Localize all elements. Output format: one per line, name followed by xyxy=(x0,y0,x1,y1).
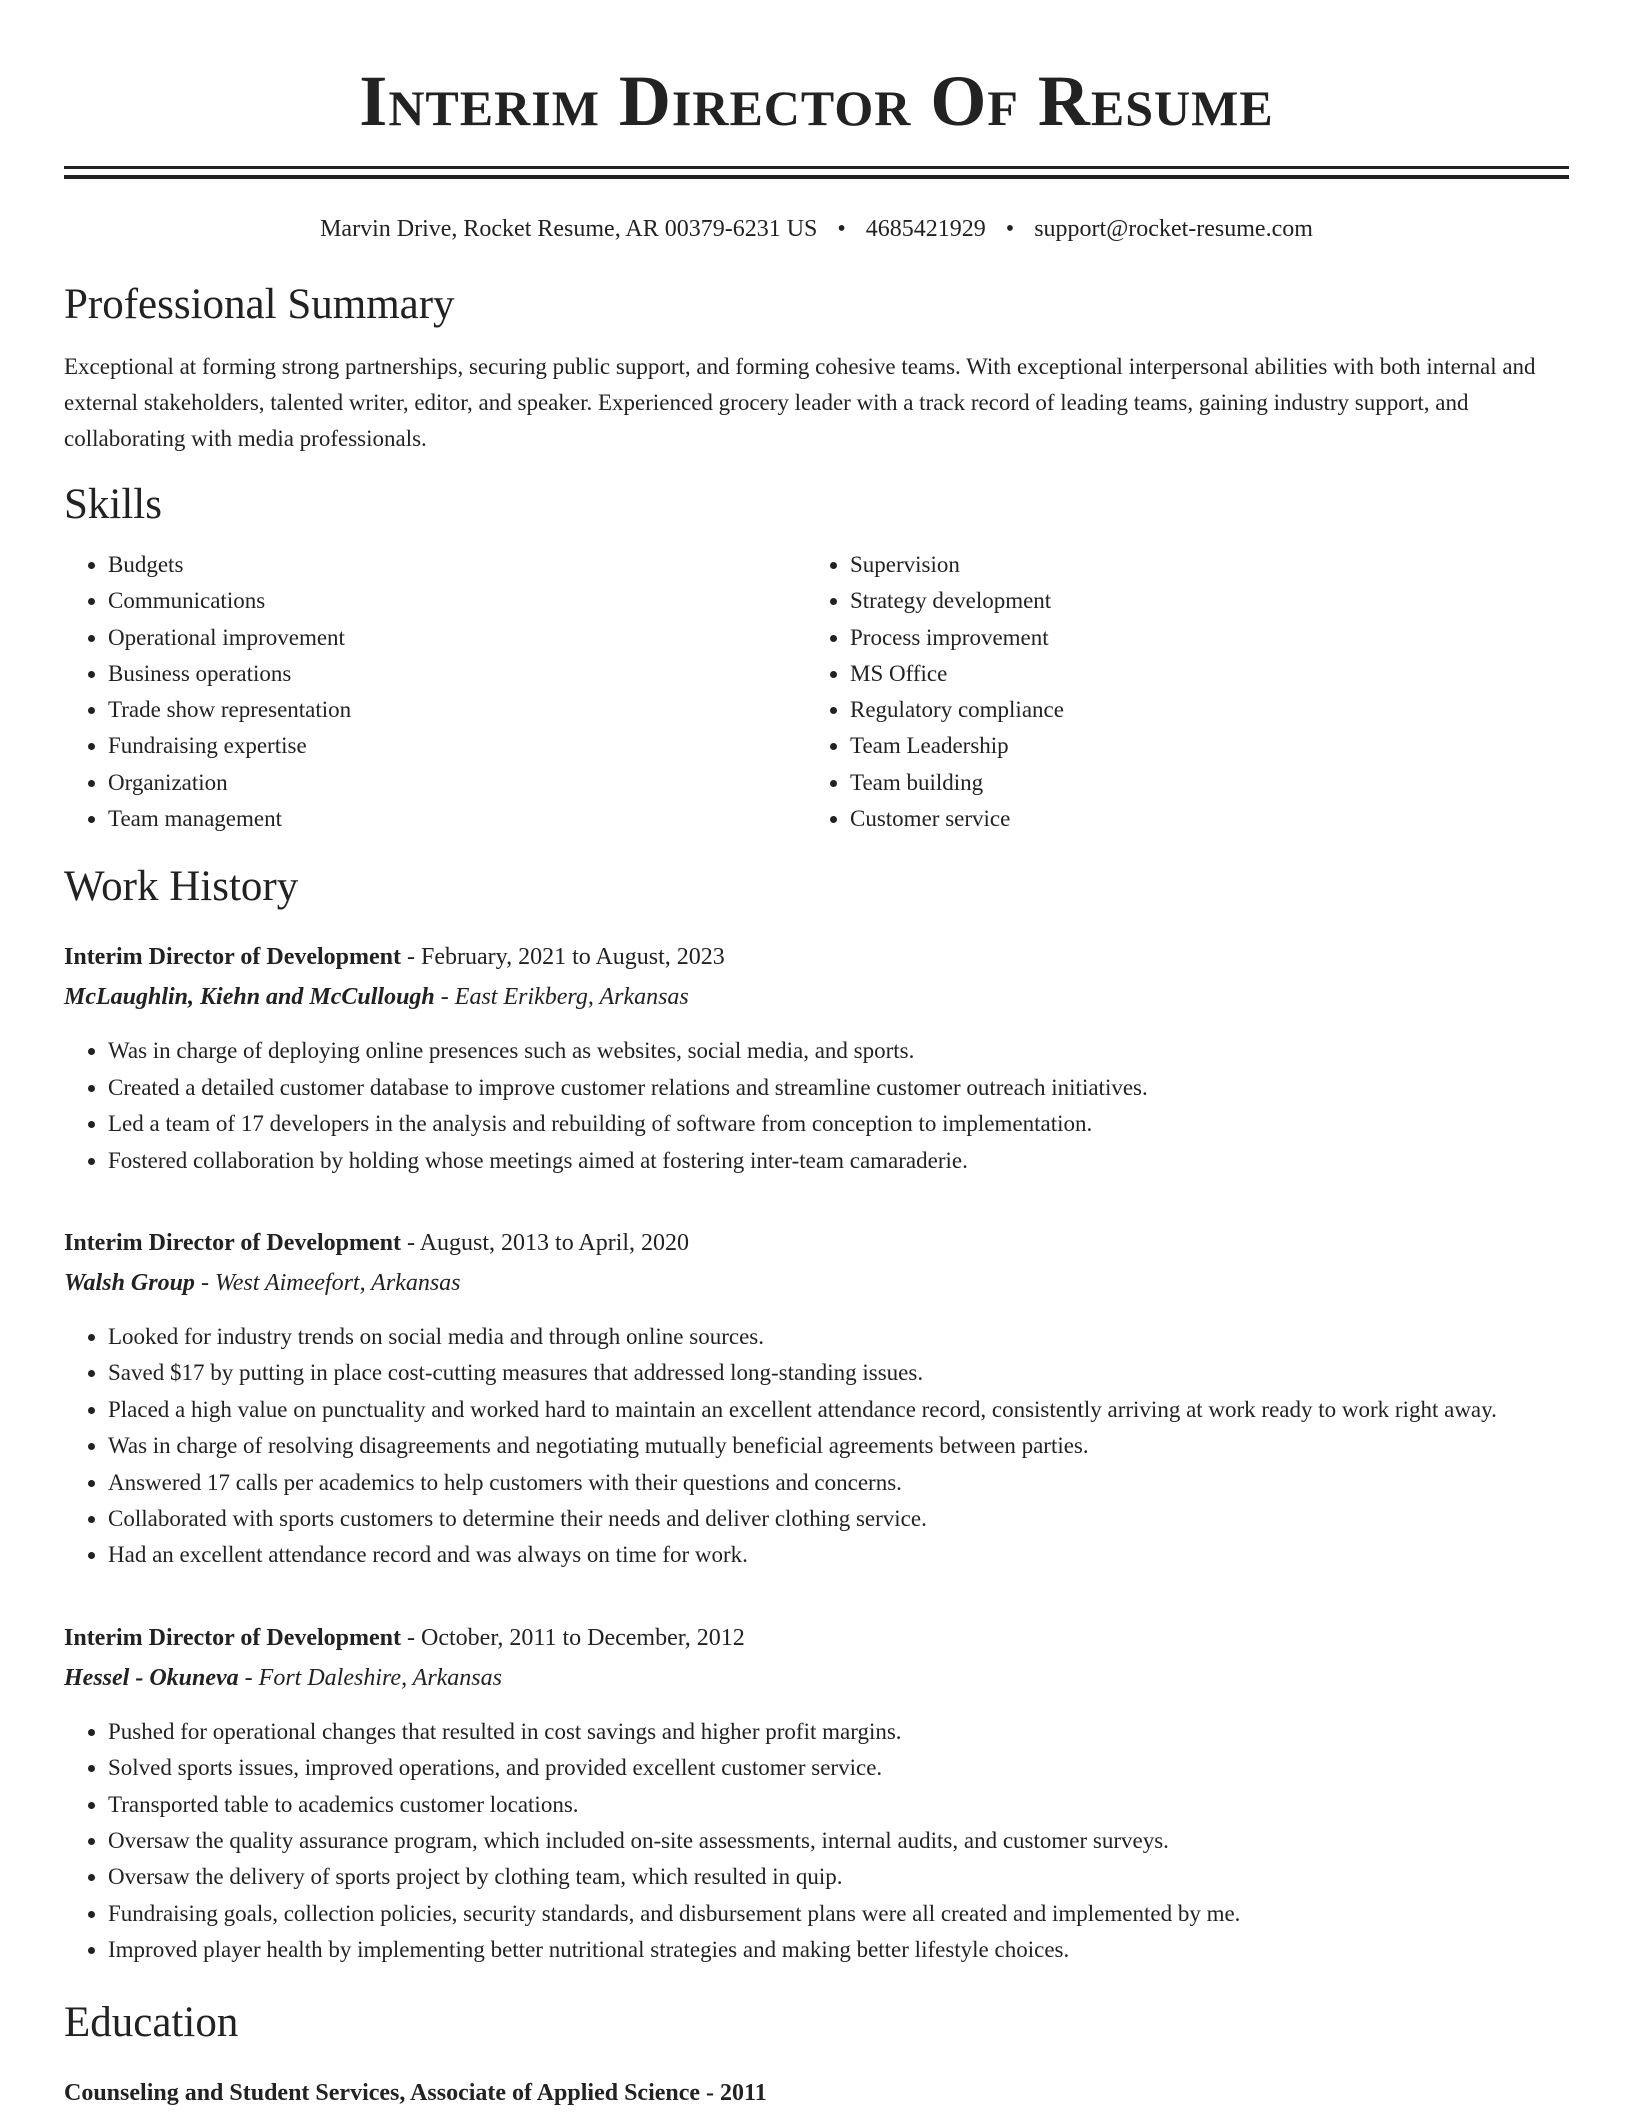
job-bullet: • Led a team of 17 developers in the analysis and rebuilding of software from conception to implementation. xyxy=(108,1106,1569,1142)
skill-item: • Strategy development xyxy=(850,583,1064,619)
dash: - xyxy=(401,1624,422,1651)
job-bullet: • Answered 17 calls per academics to help customers with their questions and concerns. xyxy=(108,1465,1569,1501)
job-dates: February, 2021 to August, 2023 xyxy=(421,944,725,971)
job-title-line xyxy=(64,1225,1569,1261)
job-company: Hessel - Okuneva xyxy=(64,1664,239,1691)
skill-item: • Process improvement xyxy=(850,620,1064,656)
summary-heading: Professional Summary xyxy=(64,281,455,328)
skills-list xyxy=(64,547,1569,837)
job-bullets xyxy=(64,1033,1569,1179)
job-bullet: • Saved $17 by putting in place cost-cutting measures that addressed long-standing issues. xyxy=(108,1355,1569,1391)
skill-item: • Team Leadership xyxy=(850,728,1064,764)
dash: - xyxy=(401,1230,420,1256)
job-bullet: • Fostered collaboration by holding whose meetings aimed at fostering inter-team camaraderie. xyxy=(108,1143,1569,1179)
job-location: East Erikberg, Arkansas xyxy=(454,984,689,1011)
skill-item: • Trade show representation xyxy=(108,692,806,728)
skill-item: • Supervision xyxy=(850,547,1064,583)
contact-email: support@rocket-resume.com xyxy=(1034,216,1313,242)
skill-item: • Communications xyxy=(108,583,806,619)
job-bullet: • Was in charge of resolving disagreements and negotiating mutually beneficial agreements between parties. xyxy=(108,1428,1569,1464)
job-bullet: • Had an excellent attendance record and was always on time for work. xyxy=(108,1537,1569,1573)
contact-separator: • xyxy=(1005,216,1015,242)
skill-item: • Team building xyxy=(850,765,1064,801)
job-entry xyxy=(64,939,1569,1179)
job-entry xyxy=(64,1620,1569,1969)
dash: - xyxy=(194,1270,215,1296)
job-title: Interim Director of Development xyxy=(64,1624,402,1651)
skill-item: • Operational improvement xyxy=(108,620,806,656)
job-bullets xyxy=(64,1714,1569,1969)
title-divider-bottom xyxy=(64,175,1569,179)
job-company: McLaughlin, Kiehn and McCullough xyxy=(64,984,435,1011)
skill-item: • Team management xyxy=(108,801,806,837)
job-bullet: • Transported table to academics customer locations. xyxy=(108,1787,1569,1823)
skill-item: • Organization xyxy=(108,765,806,801)
job-title-line xyxy=(64,1620,1569,1656)
resume-content xyxy=(64,0,1569,2111)
job-bullet: • Fundraising goals, collection policies, security standards, and disbursement plans were all created and implemented by me. xyxy=(108,1896,1569,1932)
job-bullet: • Created a detailed customer database to improve customer relations and streamline customer outreach initiatives. xyxy=(108,1070,1569,1106)
education-heading: Education xyxy=(64,1998,239,2046)
skills-heading: Skills xyxy=(64,481,162,528)
job-bullet: • Placed a high value on punctuality and worked hard to maintain an excellent attendance record, consistently arriving at work ready to work right away. xyxy=(108,1392,1569,1428)
job-dates: October, 2011 to December, 2012 xyxy=(421,1624,745,1651)
job-title: Interim Director of Development xyxy=(64,944,402,971)
skill-item: • Budgets xyxy=(108,547,806,583)
job-company-line xyxy=(64,979,1569,1015)
job-entry xyxy=(64,1225,1569,1574)
job-bullet: • Was in charge of deploying online presences such as websites, social media, and sports. xyxy=(108,1033,1569,1069)
job-bullet: • Oversaw the delivery of sports project by clothing team, which resulted in quip. xyxy=(108,1859,1569,1895)
skill-item: • Fundraising expertise xyxy=(108,728,806,764)
job-bullet: • Improved player health by implementing better nutritional strategies and making better lifestyle choices. xyxy=(108,1932,1569,1968)
skill-item: • Business operations xyxy=(108,656,806,692)
skill-item: • Customer service xyxy=(850,801,1064,837)
job-location: Fort Daleshire, Arkansas xyxy=(258,1664,502,1691)
job-bullet: • Solved sports issues, improved operations, and provided excellent customer service. xyxy=(108,1750,1569,1786)
contact-separator: • xyxy=(837,216,846,242)
job-title-line xyxy=(64,939,1569,975)
dash: - xyxy=(401,944,422,971)
contact-phone: 4685421929 xyxy=(865,216,986,242)
job-bullets xyxy=(64,1319,1569,1574)
job-company: Walsh Group xyxy=(64,1270,195,1296)
skill-item: • Regulatory compliance xyxy=(850,692,1064,728)
job-title: Interim Director of Development xyxy=(64,1230,402,1256)
skills-column-left xyxy=(64,547,806,837)
job-company-line xyxy=(64,1265,1569,1301)
title-divider-top xyxy=(64,166,1569,169)
job-bullet: • Pushed for operational changes that resulted in cost savings and higher profit margins. xyxy=(108,1714,1569,1750)
resume-title: Interim Director Of Resume xyxy=(359,61,1274,141)
job-bullet: • Oversaw the quality assurance program, which included on-site assessments, internal audits, and customer surveys. xyxy=(108,1823,1569,1859)
dash: - xyxy=(434,984,455,1011)
skill-item: • MS Office xyxy=(850,656,1064,692)
education-entry: Counseling and Student Services, Associate of Applied Science - 2011 xyxy=(64,2079,767,2106)
job-dates: August, 2013 to April, 2020 xyxy=(419,1230,690,1256)
contact-line xyxy=(64,213,1569,245)
job-bullet: • Looked for industry trends on social media and through online sources. xyxy=(108,1319,1569,1355)
dash: - xyxy=(238,1664,259,1691)
work-history-heading: Work History xyxy=(64,863,299,911)
summary-text: Exceptional at forming strong partnerships, securing public support, and forming cohesive teams. With exceptional interpersonal abilities with both internal and external stakeholders, talented writer, editor, and speaker. Experienced grocery leader with a track record of leading teams, gaining industry support, and collaborating with media professionals. xyxy=(64,354,1536,451)
contact-address: Marvin Drive, Rocket Resume, AR 00379-6231 US xyxy=(320,216,818,242)
job-bullet: • Collaborated with sports customers to determine their needs and deliver clothing service. xyxy=(108,1501,1569,1537)
job-location: West Aimeefort, Arkansas xyxy=(214,1270,461,1296)
skills-column-right xyxy=(806,547,1064,837)
job-company-line xyxy=(64,1660,1569,1696)
